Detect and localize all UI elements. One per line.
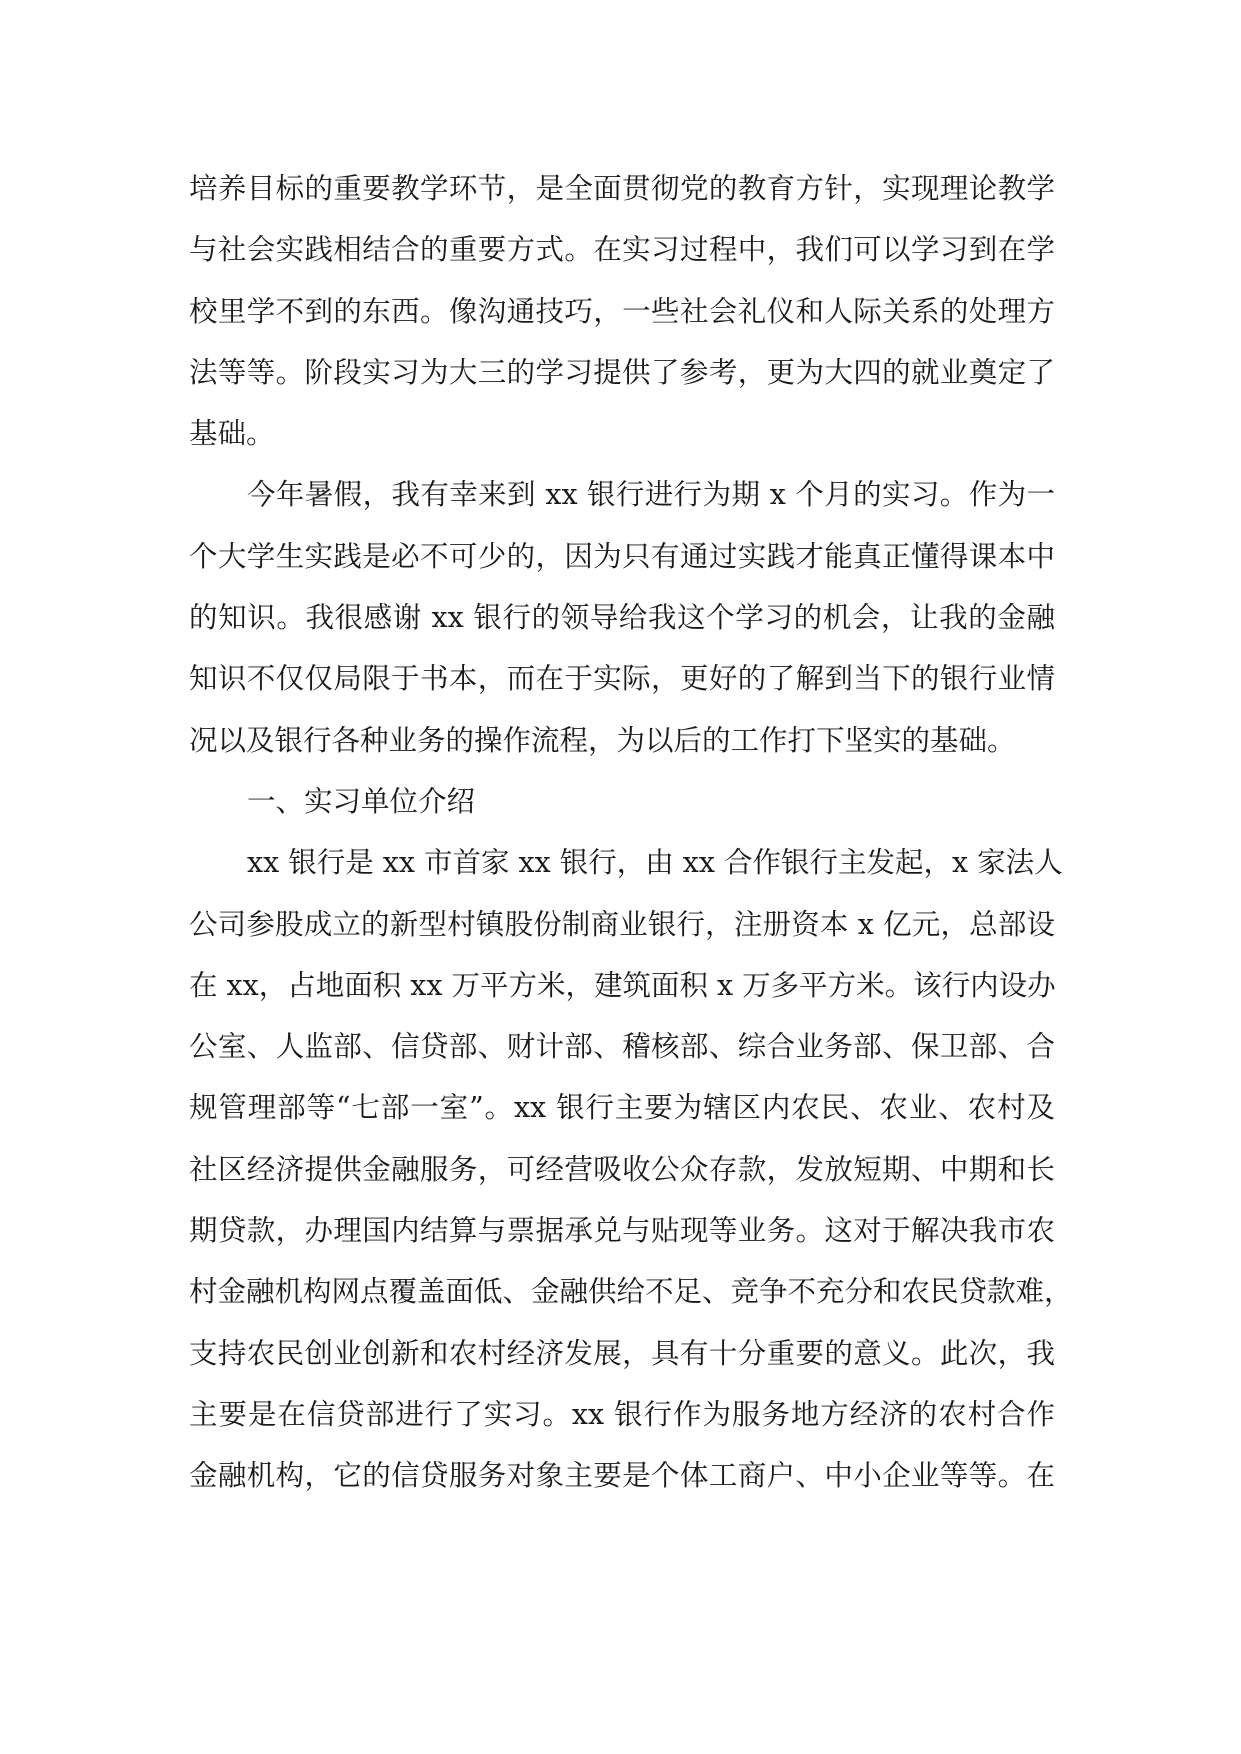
paragraph-line: 知识不仅仅局限于书本，而在于实际，更好的了解到当下的银行业情 bbox=[189, 662, 1055, 696]
document-body bbox=[189, 158, 1073, 1507]
paragraph-line: 在 xx，占地面积 xx 万平方米，建筑面积 x 万多平方米。该行内设办 bbox=[189, 968, 1056, 1002]
paragraph-line: 规管理部等“七部一室”。xx 银行主要为辖区内农民、农业、农村及 bbox=[189, 1091, 1055, 1125]
paragraph-line: 金融机构，它的信贷服务对象主要是个体工商户、中小企业等等。在 bbox=[189, 1459, 1055, 1493]
paragraph-line: 公室、人监部、信贷部、财计部、稽核部、综合业务部、保卫部、合 bbox=[189, 1030, 1055, 1064]
paragraph-line: 村金融机构网点覆盖面低、金融供给不足、竞争不充分和农民贷款难， bbox=[189, 1275, 1073, 1309]
section-heading: 一、实习单位介绍 bbox=[247, 784, 476, 818]
paragraph-line: 的知识。我很感谢 xx 银行的领导给我这个学习的机会，让我的金融 bbox=[189, 601, 1055, 635]
paragraph-line: 况以及银行各种业务的操作流程，为以后的工作打下坚实的基础。 bbox=[189, 723, 1016, 757]
paragraph-line: 与社会实践相结合的重要方式。在实习过程中，我们可以学习到在学 bbox=[189, 233, 1055, 267]
paragraph-line: 今年暑假，我有幸来到 xx 银行进行为期 x 个月的实习。作为一 bbox=[247, 478, 1055, 512]
paragraph-line: 校里学不到的东西。像沟通技巧，一些社会礼仪和人际关系的处理方 bbox=[189, 294, 1055, 328]
paragraph-line: 社区经济提供金融服务，可经营吸收公众存款，发放短期、中期和长 bbox=[189, 1152, 1055, 1186]
paragraph-line: 培养目标的重要教学环节，是全面贯彻党的教育方针，实现理论教学 bbox=[189, 172, 1055, 205]
paragraph-line: 支持农民创业创新和农村经济发展，具有十分重要的意义。此次，我 bbox=[189, 1336, 1055, 1370]
paragraph-line: 基础。 bbox=[189, 417, 275, 451]
paragraph-line: xx 银行是 xx 市首家 xx 银行，由 xx 合作银行主发起，x 家法人 bbox=[247, 846, 1063, 880]
paragraph-line: 主要是在信贷部进行了实习。xx 银行作为服务地方经济的农村合作 bbox=[189, 1397, 1055, 1431]
paragraph-line: 公司参股成立的新型村镇股份制商业银行，注册资本 x 亿元，总部设 bbox=[189, 907, 1055, 941]
paragraph-line: 期贷款，办理国内结算与票据承兑与贴现等业务。这对于解决我市农 bbox=[189, 1214, 1055, 1248]
paragraph-line: 法等等。阶段实习为大三的学习提供了参考，更为大四的就业奠定了 bbox=[189, 355, 1055, 389]
paragraph-line: 个大学生实践是必不可少的，因为只有通过实践才能真正懂得课本中 bbox=[189, 539, 1055, 573]
